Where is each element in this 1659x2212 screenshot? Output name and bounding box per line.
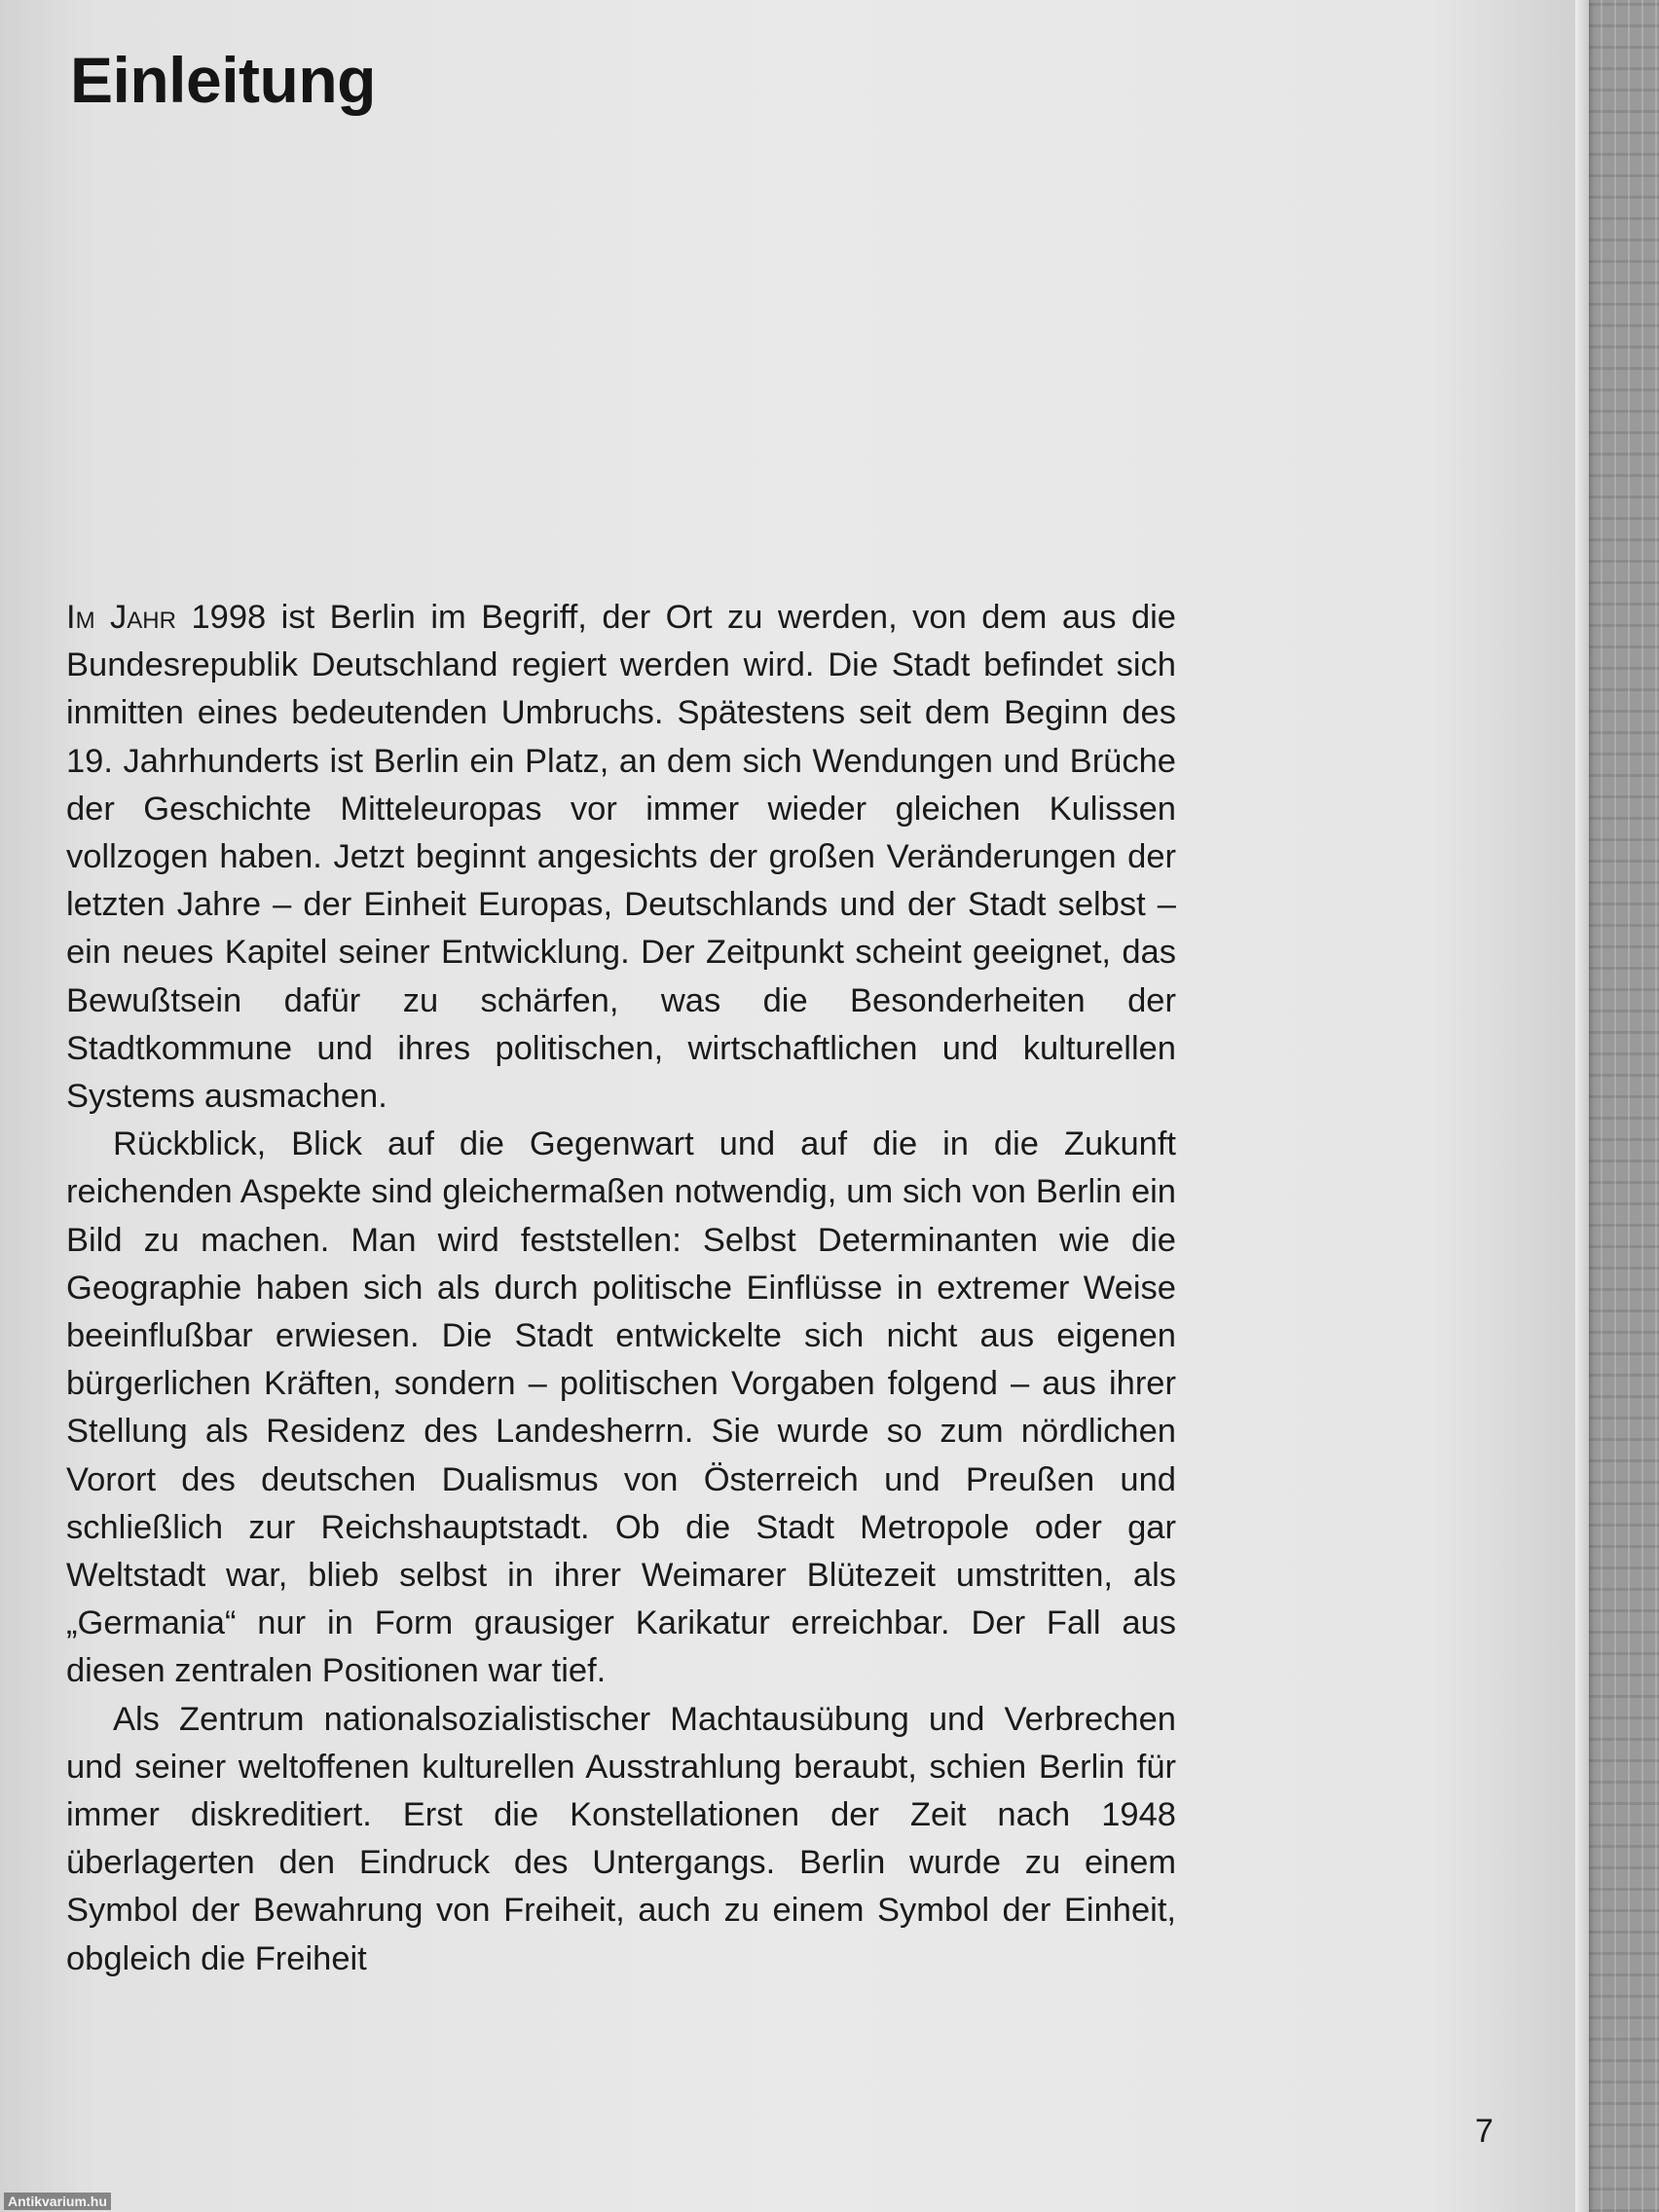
paragraph-2: Rückblick, Blick auf die Gegenwart und auf die in die Zukunft reichenden Aspekte sind gleichermaßen notwendig, um sich von Berlin ein Bild zu machen. Man wird feststellen: Selbst Determinanten wie die Geographie haben sich als durch politische Einflüsse in extremer Weise beeinflußbar erwiesen. Die Stadt entwickelte sich nicht aus eigenen bürgerlichen Kräften, sondern – politischen Vorgaben folgend – aus ihrer Stellung als Residenz des Landesherrn. Sie wurde so zum nördlichen Vorort des deutschen Dualismus von Österreich und Preußen und schließlich zur Reichshauptstadt. Ob die Stadt Metropole oder gar Weltstadt war, blieb selbst in ihrer Weimarer Blütezeit umstritten, als „Germania“ nur in Form grausiger Karikatur erreichbar. Der Fall aus diesen zentralen Positionen war tief.	[66, 1125, 1176, 1690]
body-text	[66, 594, 1176, 1983]
paragraph-1	[66, 594, 1176, 1121]
page-edge	[1575, 0, 1589, 2212]
desk-surface	[1587, 0, 1659, 2212]
paragraph-3: Als Zentrum nationalsozialistischer Machtausübung und Verbrechen und seiner weltoffenen kulturellen Ausstrahlung beraubt, schien Berlin für immer diskreditiert. Erst die Konstellationen der Zeit nach 1948 überlagerten den Eindruck des Untergangs. Berlin wurde zu einem Symbol der Bewahrung von Freiheit, auch zu einem Symbol der Einheit, obgleich die Freiheit	[66, 1700, 1176, 1977]
paragraph-1-text: 1998 ist Berlin im Begriff, der Ort zu werden, von dem aus die Bundesrepublik Deutschland regiert werden wird. Die Stadt befindet sich inmitten eines bedeutenden Umbruchs. Spätestens seit dem Beginn des 19. Jahrhunderts ist Berlin ein Platz, an dem sich Wendungen und Brüche der Geschichte Mitteleuropas vor immer wieder gleichen Kulissen vollzogen haben. Jetzt beginnt angesichts der großen Veränderungen der letzten Jahre – der Einheit Europas, Deutschlands und der Stadt selbst – ein neues Kapitel seiner Entwicklung. Der Zeitpunkt scheint geeignet, das Bewußtsein dafür zu schärfen, was die Besonderheiten der Stadtkommune und ihres politischen, wirtschaftlichen und kulturellen Systems ausmachen.	[66, 599, 1176, 1116]
small-caps-lead: Im Jahr	[66, 599, 176, 636]
chapter-heading: Einleitung	[70, 44, 376, 116]
page-number: 7	[1475, 2113, 1493, 2150]
watermark: Antikvarium.hu	[4, 2193, 111, 2210]
